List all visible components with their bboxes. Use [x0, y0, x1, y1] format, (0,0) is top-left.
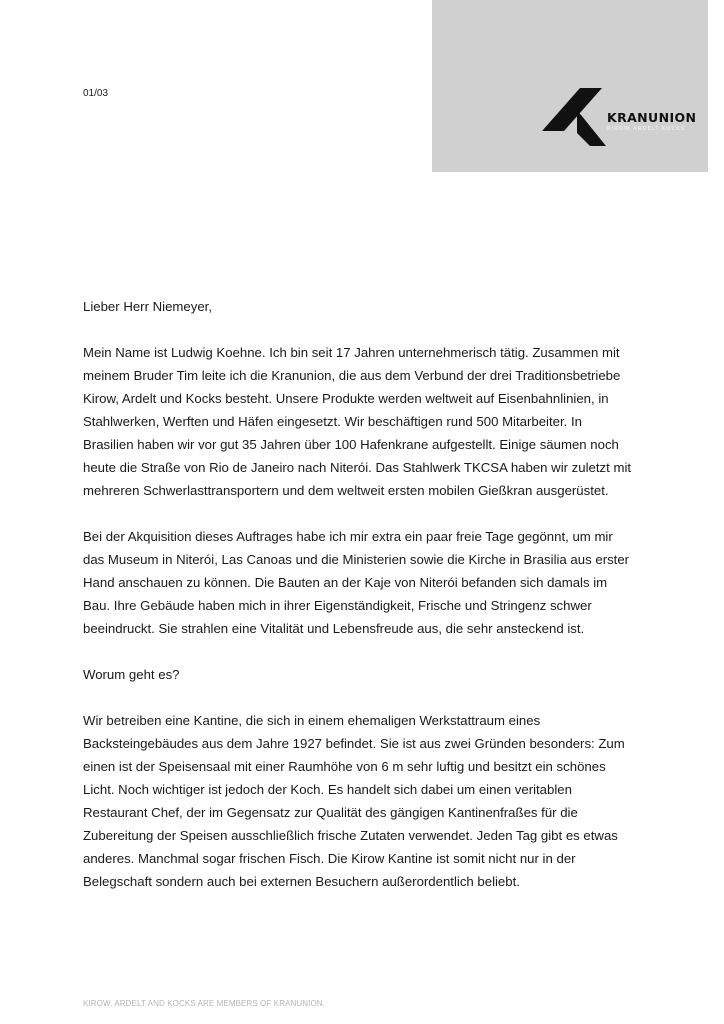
paragraph-acquisition [83, 525, 663, 640]
salutation: Lieber Herr Niemeyer, [83, 299, 212, 314]
section-subheading: Worum geht es? [83, 667, 180, 682]
kranunion-logo-mark-icon [542, 88, 606, 148]
letter-body [83, 295, 663, 893]
logo-panel [432, 0, 708, 172]
paragraph-line: meinem Bruder Tim leite ich die Kranunion, die aus dem Verbund der drei Traditionsbetriebe [83, 368, 621, 383]
logo-wordmark: KRANUNION [607, 110, 697, 125]
paragraph-line: Zubereitung der Speisen ausschließlich frische Zutaten verwendet. Jeden Tag gibt es etwas [83, 828, 618, 843]
paragraph-line: Bau. Ihre Gebäude haben mich in ihrer Eigenständigkeit, Frische und Stringenz schwer [83, 598, 592, 613]
paragraph-line: Kirow, Ardelt und Kocks besteht. Unsere Produkte werden weltweit auf Eisenbahnlinien, in [83, 391, 609, 406]
paragraph-intro [83, 341, 663, 502]
paragraph-line: Belegschaft sondern auch bei externen Besuchern außerordentlich beliebt. [83, 874, 520, 889]
paragraph-line: mehreren Schwerlasttransportern und dem weltweit ersten mobilen Gießkran ausgerüstet. [83, 483, 609, 498]
paragraph-line: Restaurant Chef, der im Gegensatz zur Qualität des gängigen Kantinenfraßes für die [83, 805, 578, 820]
paragraph-line: Licht. Noch wichtiger ist jedoch der Koch. Es handelt sich dabei um einen veritablen [83, 782, 572, 797]
paragraph-canteen [83, 709, 663, 893]
paragraph-line: heute die Straße von Rio de Janeiro nach Niterói. Das Stahlwerk TKCSA haben wir zuletzt mit [83, 460, 632, 475]
footer-note: KIROW, ARDELT AND KOCKS ARE MEMBERS OF KRANUNION. [83, 999, 325, 1008]
paragraph-line: Wir betreiben eine Kantine, die sich in einem ehemaligen Werkstattraum eines [83, 713, 541, 728]
page-number: 01/03 [83, 88, 109, 99]
paragraph-line: das Museum in Niterói, Las Canoas und die Ministerien sowie die Kirche in Brasilia aus erster [83, 552, 630, 567]
paragraph-line: Brasilien haben wir vor gut 35 Jahren über 100 Hafenkrane aufgestellt. Einige säumen noch [83, 437, 619, 452]
paragraph-line: Mein Name ist Ludwig Koehne. Ich bin seit 17 Jahren unternehmerisch tätig. Zusammen mit [83, 345, 620, 360]
paragraph-line: Stahlwerken, Werften und Häfen eingesetzt. Wir beschäftigen rund 500 Mitarbeiter. In [83, 414, 582, 429]
paragraph-line: anderes. Manchmal sogar frischen Fisch. Die Kirow Kantine ist somit nicht nur in der [83, 851, 576, 866]
logo-tagline: KIROW ARDELT KOCKS [607, 126, 686, 132]
paragraph-line: Bei der Akquisition dieses Auftrages habe ich mir extra ein paar freie Tage gegönnt, um mir [83, 529, 613, 544]
paragraph-line: Backsteingebäudes aus dem Jahre 1927 befindet. Sie ist aus zwei Gründen besonders: Zum [83, 736, 625, 751]
paragraph-line: beeindruckt. Sie strahlen eine Vitalität und Lebensfreude aus, die sehr ansteckend ist. [83, 621, 585, 636]
paragraph-line: Hand anschauen zu können. Die Bauten an der Kaje von Niterói befanden sich damals im [83, 575, 608, 590]
paragraph-line: einen ist der Speisensaal mit einer Raumhöhe von 6 m sehr luftig und besitzt ein schönes [83, 759, 606, 774]
